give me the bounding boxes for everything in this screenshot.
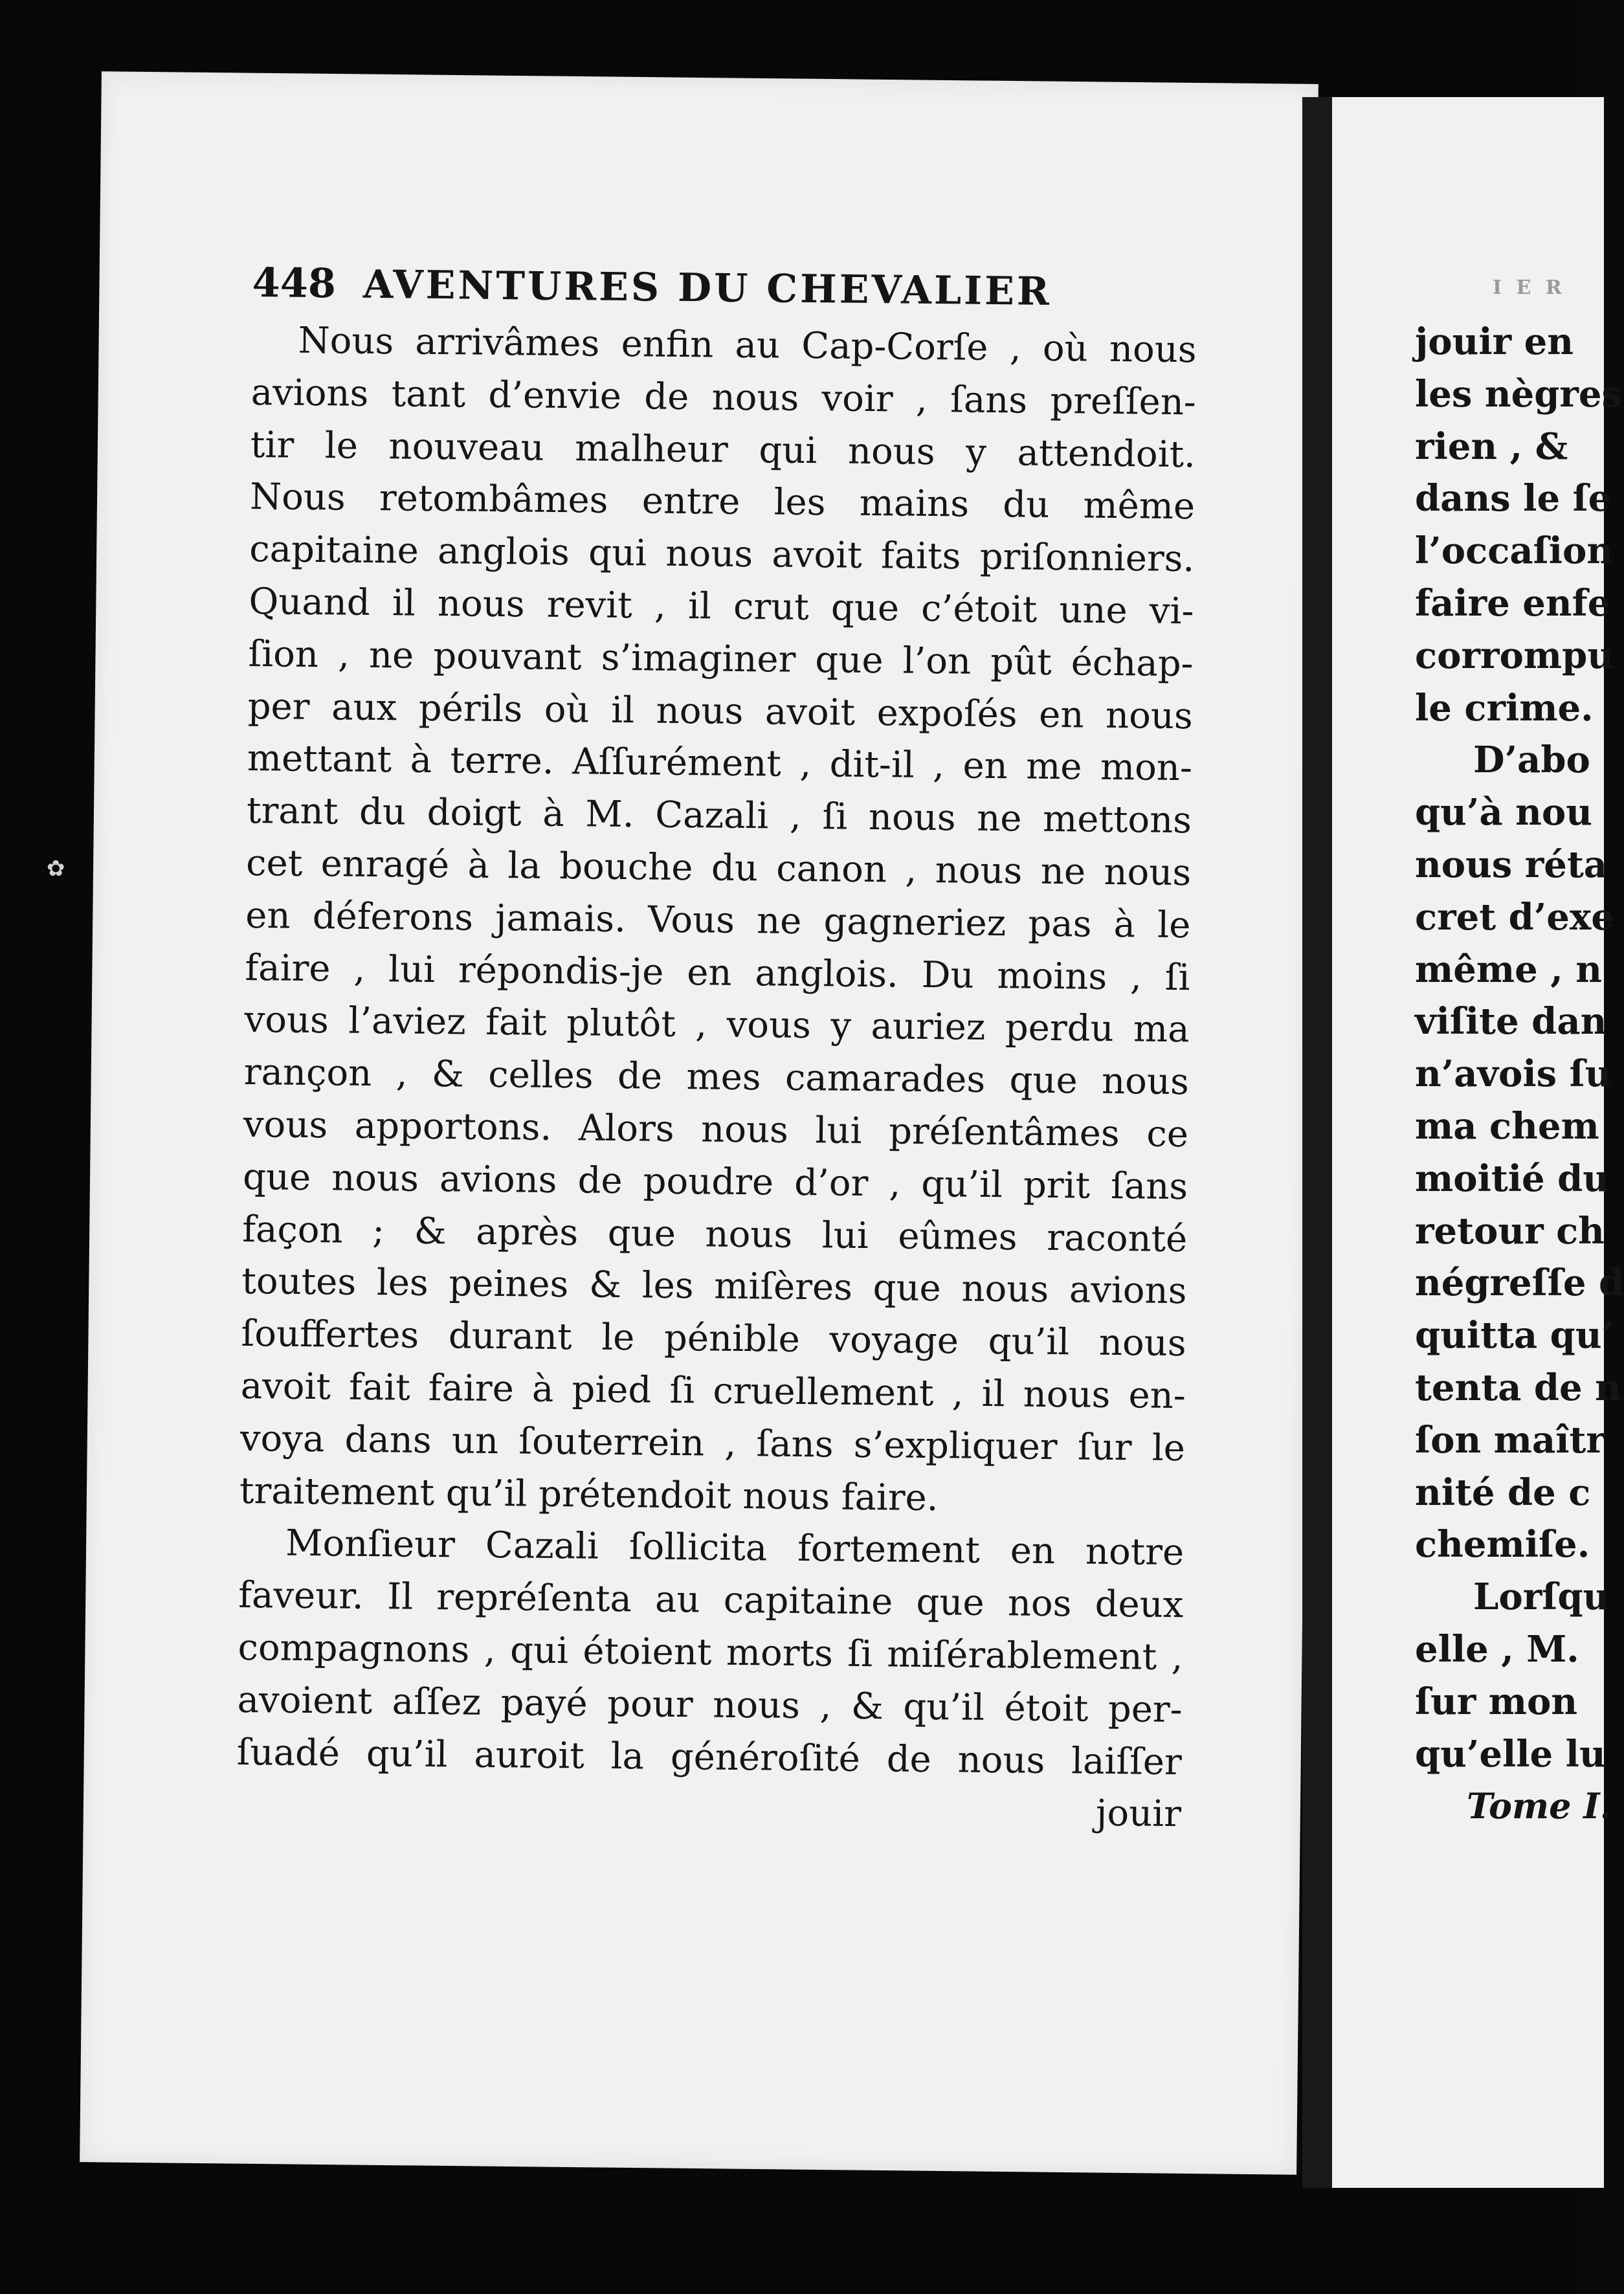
- text-line: vous l’aviez fait plutôt , vous y auriez perdu ma: [244, 999, 1190, 1051]
- text-line: tenta de n: [1415, 1366, 1621, 1409]
- signature-mark: Tome I.: [1467, 1785, 1612, 1827]
- text-line: n’avois ſu: [1415, 1052, 1612, 1096]
- text-line: en déferons jamais. Vous ne gagneriez pas à le: [245, 894, 1191, 946]
- text-line: ſur mon: [1415, 1680, 1578, 1723]
- text-line: Lorſqu: [1473, 1576, 1610, 1619]
- text-line: tir le nouveau malheur qui nous y attendoit.: [250, 423, 1196, 476]
- text-line: nité de c: [1415, 1471, 1591, 1514]
- text-line: vous apportons. Alors nous lui préſentâmes ce: [243, 1103, 1189, 1156]
- text-line: Nous retombâmes entre les mains du même: [249, 476, 1196, 528]
- text-line: elle , M.: [1415, 1627, 1579, 1671]
- page-number: 448: [252, 259, 337, 307]
- text-line: jouir en: [1415, 320, 1574, 363]
- text-line: compagnons , qui étoient morts ſi miſérablement ,: [238, 1626, 1183, 1679]
- text-line: toutes les peines & les miſères que nous avions: [241, 1260, 1187, 1313]
- text-line: moitié du: [1415, 1157, 1610, 1200]
- text-line: per aux périls où il nous avoit expoſés en nous: [247, 685, 1194, 737]
- text-line: nous réta: [1415, 843, 1608, 886]
- text-line: même , n: [1415, 948, 1602, 991]
- text-line: mettant à terre. Aſſurément , dit-il , en me mon-: [247, 737, 1193, 790]
- text-line: quitta qu’: [1415, 1314, 1615, 1357]
- text-line: faveur. Il repréſenta au capitaine que nos deux: [238, 1574, 1184, 1627]
- text-line: viſite dan: [1415, 1000, 1607, 1043]
- text-line: voya dans un ſouterrein , ſans s’expliquer ſur le: [239, 1417, 1186, 1469]
- text-line: les nègres: [1415, 372, 1623, 416]
- catchword: jouir: [1095, 1792, 1182, 1836]
- text-line: négreſſe d: [1415, 1262, 1624, 1305]
- text-line: corrompu: [1415, 634, 1614, 677]
- text-line: Nous arrivâmes enfin au Cap-Corſe , où nous: [298, 319, 1197, 372]
- text-line: ſion , ne pouvant s’imaginer que l’on pût échap-: [248, 632, 1194, 685]
- text-line: faire enfe: [1415, 581, 1611, 625]
- text-line: traitement qu’il prétendoit nous faire.: [239, 1469, 939, 1519]
- text-line: ſuadé qu’il auroit la généroſité de nous laiſſer: [236, 1731, 1183, 1783]
- text-line: avoient aſſez payé pour nous , & qu’il étoit per-: [237, 1678, 1183, 1731]
- text-line: rançon , & celles de mes camarades que nous: [243, 1051, 1190, 1104]
- text-line: Quand il nous revit , il crut que c’étoit une vi-: [249, 580, 1194, 633]
- text-line: l’occaſion: [1415, 529, 1614, 573]
- text-line: retour ch: [1415, 1209, 1605, 1253]
- text-line: Monſieur Cazali ſollicita fortement en notre: [285, 1522, 1185, 1574]
- running-title: AVENTURES DU CHEVALIER: [362, 262, 1052, 315]
- text-line: faire , lui répondis-je en anglois. Du moins , ſi: [245, 946, 1190, 999]
- text-line: qu’elle lu: [1415, 1732, 1606, 1776]
- margin-speck-icon: ✿: [47, 856, 65, 882]
- left-page-text: [236, 259, 1197, 1840]
- text-line: D’abo: [1473, 739, 1590, 782]
- text-line: cet enragé à la bouche du canon , nous ne nous: [245, 841, 1192, 895]
- text-line: ſouffertes durant le pénible voyage qu’il nous: [241, 1313, 1186, 1365]
- text-line: trant du doigt à M. Cazali , ſi nous ne mettons: [246, 790, 1192, 842]
- text-line: ma chem: [1415, 1104, 1599, 1148]
- text-line: rien , &: [1415, 425, 1568, 468]
- running-head: [252, 259, 1197, 324]
- text-line: ſon maîtr: [1415, 1418, 1605, 1462]
- text-line: dans le ſe: [1415, 477, 1612, 520]
- text-line: qu’à nou: [1415, 791, 1592, 834]
- text-line: que nous avions de poudre d’or , qu’il prit ſans: [242, 1155, 1188, 1208]
- text-line: avions tant d’envie de nous voir , ſans preſſen-: [250, 371, 1197, 424]
- text-line: capitaine anglois qui nous avoit faits priſonniers.: [249, 528, 1195, 581]
- text-line: façon ; & après que nous lui eûmes raconté: [241, 1208, 1188, 1260]
- text-line: cret d’exe: [1415, 895, 1614, 939]
- text-line: avoit fait faire à pied ſi cruellement , il nous en-: [240, 1364, 1186, 1418]
- right-page-text: [1415, 260, 1624, 1832]
- text-line: chemiſe.: [1415, 1523, 1590, 1566]
- right-running-head: I E R: [1493, 276, 1566, 299]
- text-line: le crime.: [1415, 686, 1594, 729]
- book-gutter: [1302, 97, 1335, 2188]
